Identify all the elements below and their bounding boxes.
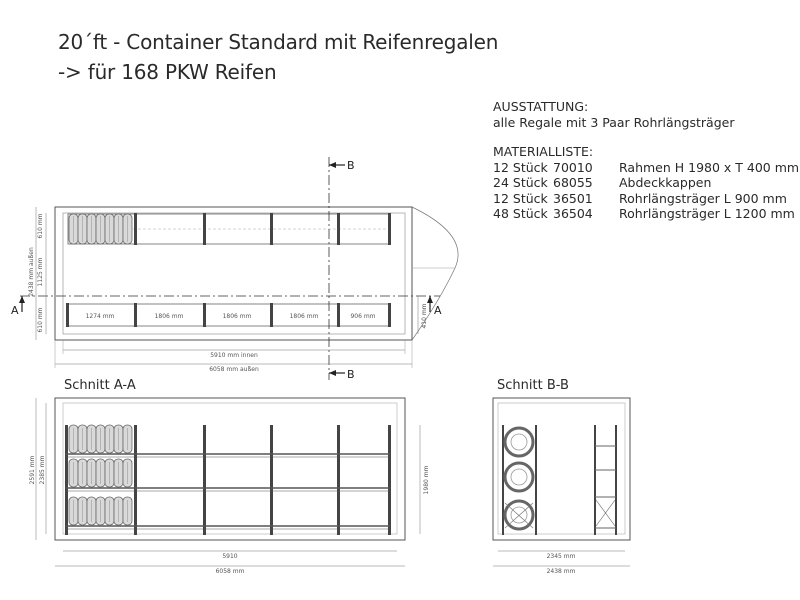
cut-a-right-label: A [434,304,442,317]
cut-a-left-label: A [11,304,19,317]
frame-post [535,425,537,535]
drawing-title: 20´ft - Container Standard mit Reifenregalen [58,30,499,54]
material-row: 12 Stück 70010 Rahmen H 1980 x T 400 mm [493,159,800,175]
frame-post [388,303,391,327]
plan-view [11,157,458,381]
span-label: 1806 mm [222,313,252,320]
ausstattung-text: alle Regale mit 3 Paar Rohrlängsträger [493,114,735,130]
cut-b-bottom-label: B [347,368,355,381]
frame-post [65,425,68,535]
material-row: 48 Stück 36504 Rohrlängsträger L 1200 mm [493,206,795,221]
ausstattung-heading: AUSSTATTUNG: [493,99,589,114]
dim-bb-outer: 2438 mm [546,568,576,575]
dim-aa-left-inner: 2385 mm [39,455,46,485]
frame-post [388,213,391,245]
dim-aa-right: 1980 mm [423,465,430,495]
dim-left-mid: 1125 mm [37,257,44,287]
drawing-subtitle: -> für 168 PKW Reifen [58,60,277,84]
frame-post [594,425,596,535]
frame-post [134,213,137,245]
frame-post [134,425,137,535]
tire-group-plan [69,214,132,244]
frame-post [337,303,340,327]
span-label: 1806 mm [154,313,184,320]
frame-post [615,425,617,535]
span-label: 1806 mm [289,313,319,320]
frame-post [203,213,206,245]
dim-right: 410 mm [421,303,428,329]
section-aa [29,398,430,575]
frame-post [66,303,69,327]
frame-post [337,425,340,535]
dim-outer: 6058 mm außen [209,366,259,373]
dim-aa-outer: 6058 mm [215,568,245,575]
tire-group-aa [69,425,132,525]
section-bb [493,398,630,575]
tire-group-bb [505,428,533,529]
dim-left-bottom: 610 mm [37,307,44,333]
dim-inner: 5910 mm innen [210,352,258,359]
schnitt-aa-label: Schnitt A-A [64,378,136,393]
frame-post [388,425,391,535]
span-label: 1274 mm [85,313,115,320]
dim-left-outer: 2438 mm außen [28,247,35,297]
frame-post [134,303,137,327]
frame-post [270,213,273,245]
material-row: 24 Stück 68055 Abdeckkappen [493,175,712,190]
schnitt-bb-label: Schnitt B-B [497,378,569,393]
dim-aa-inner: 5910 [222,553,238,560]
frame-post [203,425,206,535]
cut-b-top-label: B [347,159,355,172]
frame-post [270,303,273,327]
dim-aa-left-outer: 2591 mm [29,455,36,485]
dim-left-top: 610 mm [37,213,44,239]
door-arc [412,207,458,340]
material-row: 12 Stück 36501 Rohrlängsträger L 900 mm [493,190,787,206]
span-label: 906 mm [350,313,376,320]
frame-post [270,425,273,535]
frame-post [337,213,340,245]
materialliste-heading: MATERIALLISTE: [493,144,594,159]
dim-bb-inner: 2345 mm [546,553,576,560]
frame-post [203,303,206,327]
